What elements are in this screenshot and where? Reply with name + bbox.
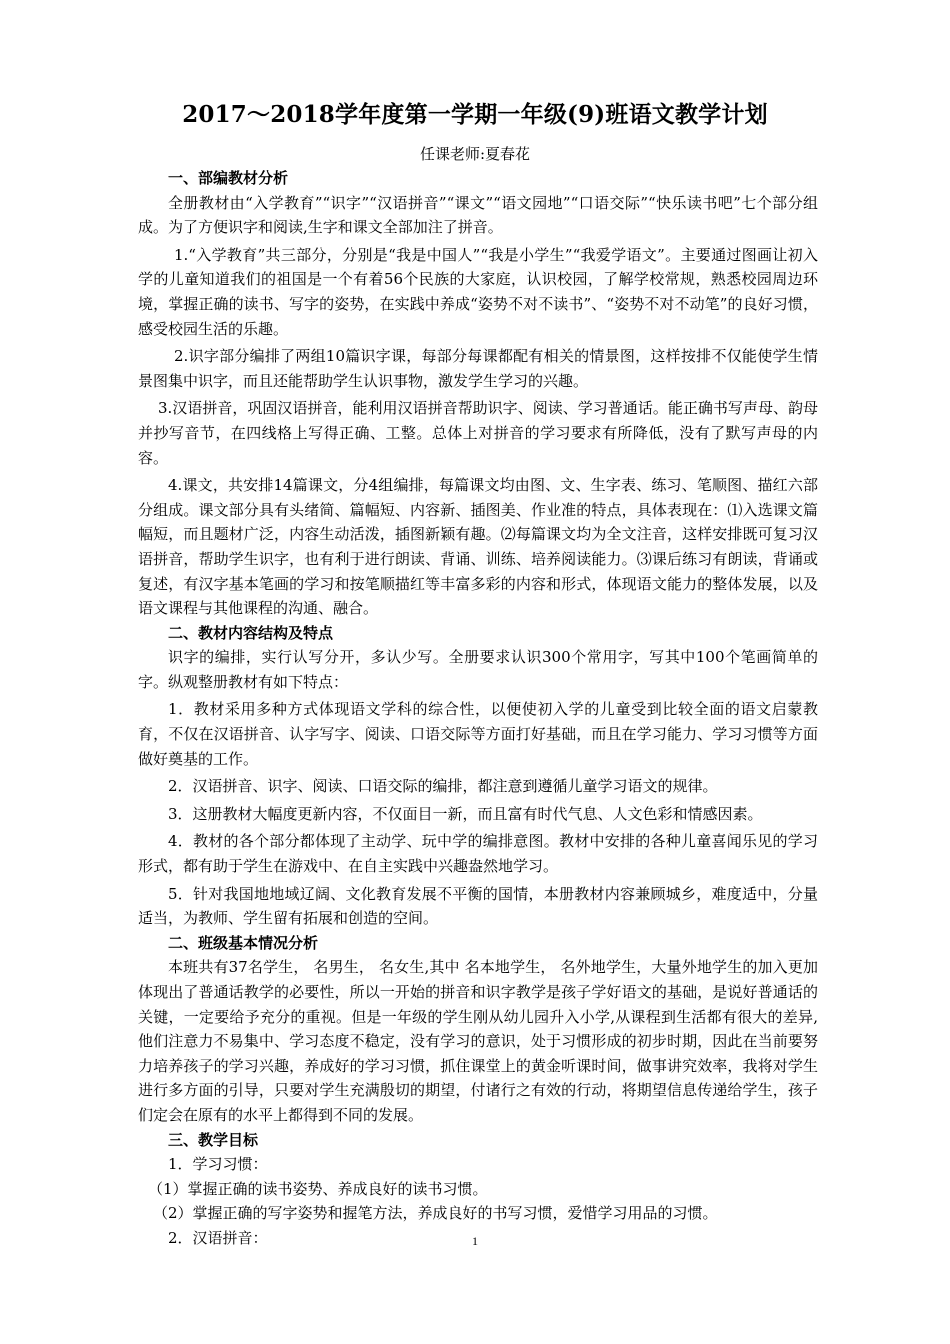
paragraph: 4.课文，共安排14篇课文，分4组编排，每篇课文均由图、文、生字表、练习、笔顺图、描红六部分组成。课文部分具有头绪简、篇幅短、内容新、插图美、作业准的特点，具体表现在：⑴入选课文篇幅短，而且题材广泛，内容生动活泼，插图新颖有趣。⑵每篇课文均为全文注音，这样安排既可复习汉语拼音，帮助学生识字，也有利于进行朗读、背诵、训练、培养阅读能力。⑶课后练习有朗读，背诵或复述，有汉字基本笔画的学习和按笔顺描红等丰富多彩的内容和形式，体现语文能力的整体发展，以及语文课程与其他课程的沟通、融合。 [138,476,818,618]
paragraph: 4．教材的各个部分都体现了主动学、玩中学的编排意图。教材中安排的各种儿童喜闻乐见的学习形式，都有助于学生在游戏中、在自主实践中兴趣盎然地学习。 [138,832,818,876]
paragraph: 5．针对我国地地域辽阔、文化教育发展不平衡的国情，本册教材内容兼顾城乡，难度适中，分量适当，为教师、学生留有拓展和创造的空间。 [138,884,818,928]
paragraph: 2．汉语拼音、识字、阅读、口语交际的编排，都注意到遵循儿童学习语文的规律。 [168,777,718,796]
document-title: 2017～2018学年度第一学期一年级(9)班语文教学计划 [182,101,768,128]
paragraph: （1）掌握正确的读书姿势、养成良好的读书习惯。 [148,1179,488,1198]
paragraph: 1．教材采用多种方式体现语文学科的综合性，以便使初入学的儿童受到比较全面的语文启蒙教育，不仅在汉语拼音、认字写字、阅读、口语交际等方面打好基础，而且在学习能力、学习习惯等方面做好奠基的工作。 [138,700,818,768]
paragraph: 3.汉语拼音，巩固汉语拼音，能利用汉语拼音帮助识字、阅读、学习普通话。能正确书写声母、韵母并抄写音节，在四线格上写得正确、工整。总体上对拼音的学习要求有所降低，没有了默写声母的内容。 [138,399,818,467]
paragraph: 本班共有37名学生， 名男生， 名女生,其中 名本地学生， 名外地学生，大量外地学生的加入更加体现出了普通话教学的必要性，所以一开始的拼音和识字教学是孩子学好语文的基础，是说好普通话的关键，一定要给予充分的重视。但是一年级的学生刚从幼儿园升入小学,从课程到生活都有很大的差异,他们注意力不易集中、学习态度不稳定，没有学习的意识，处于习惯形成的初步时期，因此在当前要努力培养孩子的学习兴趣，养成好的学习习惯，抓住课堂上的黄金听课时间，做事讲究效率，我将对学生进行多方面的引导，只要对学生充满殷切的期望，付诸行之有效的行动，将期望信息传递给学生，孩子们定会在原有的水平上都得到不同的发展。 [138,958,818,1124]
teacher-line: 任课老师:夏春花 [419,145,531,163]
page-number: 1 [472,1234,478,1248]
paragraph: 全册教材由“入学教育”“识字”“汉语拼音”“课文”“语文园地”“口语交际”“快乐读书吧”七个部分组成。为了方便识字和阅读,生字和课文全部加注了拼音。 [138,193,818,237]
paragraph: 1.“入学教育”共三部分，分别是“我是中国人”“我是小学生”“我爱学语文”。主要通过图画让初入学的儿童知道我们的祖国是一个有着56个民族的大家庭，认识校园，了解学校常规，熟悉校园周边环境，掌握正确的读书、写字的姿势，在实践中养成“姿势不对不读书”、“姿势不对不动笔”的良好习惯，感受校园生活的乐趣。 [138,245,818,338]
paragraph: （2）掌握正确的写字姿势和握笔方法，养成良好的书写习惯，爱惜学习用品的习惯。 [153,1204,718,1223]
section-heading: 二、班级基本情况分析 [168,933,319,952]
document-body [138,166,818,1251]
section-heading: 三、教学目标 [168,1130,259,1149]
paragraph: 1．学习习惯： [168,1155,268,1174]
section-heading: 二、教材内容结构及特点 [168,623,334,642]
paragraph: 2.识字部分编排了两组10篇识字课，每部分每课都配有相关的情景图，这样按排不仅能使学生情景图集中识字，而且还能帮助学生认识事物，激发学生学习的兴趣。 [138,347,818,390]
paragraph: 3．这册教材大幅度更新内容，不仅面目一新，而且富有时代气息、人文色彩和情感因素。 [168,804,763,823]
paragraph: 识字的编排，实行认写分开，多认少写。全册要求认识300个常用字，写其中100个笔画简单的字。纵观整册教材有如下特点： [138,648,818,691]
paragraph: 2．汉语拼音： [168,1228,268,1247]
section-heading: 一、部编教材分析 [168,169,289,187]
